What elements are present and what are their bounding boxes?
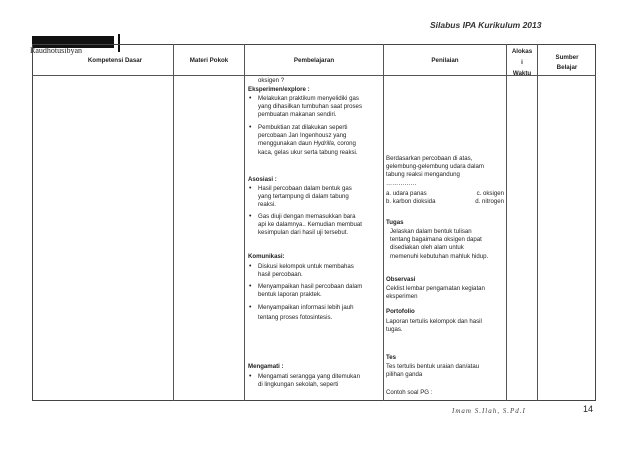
portofolio-heading: Portofolio [386, 308, 415, 315]
asosiasi-heading: Asosiasi : [248, 176, 277, 183]
option-b: b. karbon dioksida [386, 198, 436, 206]
option-c: c. oksigen [476, 190, 504, 197]
eksperimen-heading: Eksperimen/explore : [248, 86, 310, 93]
penilaian-options [386, 190, 504, 206]
tugas-heading: Tugas [386, 219, 404, 226]
komunikasi-heading: Komunikasi: [248, 253, 285, 260]
col-header-sumber-l2: Belajar [556, 64, 578, 71]
observasi-text: Ceklist lembar pengamatan kegiatan eksperimen [386, 285, 485, 301]
komunikasi-item-1: • Diskusi kelompok untuk membahas hasil percobaan. [258, 263, 380, 279]
contoh-soal: Contoh soal PG : [386, 389, 433, 396]
stamp-text: Raudhotusibyan [30, 46, 82, 55]
col-header-kompetensi: Kompetensi Dasar [87, 57, 143, 64]
signature: Imam S.Ilah, S.Pd.I [452, 407, 526, 415]
col-header-alokasi [507, 48, 537, 78]
asosiasi-item-1: • Hasil percobaan dalam bentuk gas yang tertampung di dalam tabung reaksi. [258, 185, 380, 210]
tes-heading: Tes [386, 354, 397, 361]
col-divider-5 [537, 44, 538, 401]
col-divider-2 [244, 44, 245, 401]
komunikasi-item-2: • Menyampaikan hasil percobaan dalam bentuk laporan praktek. [258, 283, 380, 299]
col-divider-1 [173, 44, 174, 401]
option-a: a. udara panas [386, 190, 427, 197]
mengamati-item-1: • Mengamati serangga yang ditemukan di lingkungan sekolah, seperti [258, 373, 380, 389]
col-header-alokasi-l3: Waktu [512, 70, 532, 77]
col-header-alokasi-l2: i [521, 59, 523, 66]
col-header-penilaian: Penilaian [431, 57, 459, 64]
observasi-heading: Observasi [386, 276, 416, 283]
asosiasi-item-2: • Gas diuji dengan memasukkan bara api ke dalamnya.. Kemudian membuat kesimpulan dari hasil uji tersebut. [258, 213, 380, 238]
tes-text: Tes tertulis bentuk uraian dan/atau pilihan ganda [386, 363, 480, 379]
tugas-text: Jelaskan dalam bentuk tulisan tentang bagaimana oksigen dapat disediakan oleh alam untuk memenuhi kebutuhan mahluk hidup. [390, 228, 489, 260]
col-header-alokasi-l1: Alokas [511, 48, 533, 55]
page-number: 14 [583, 404, 594, 414]
document-title: Silabus IPA Kurikulum 2013 [430, 20, 542, 30]
mengamati-heading: Mengamati : [248, 363, 284, 370]
col-divider-3 [383, 44, 384, 401]
col-header-pembelajaran: Pembelajaran [293, 57, 335, 64]
col-header-sumber [538, 54, 596, 72]
eksperimen-item-1: • Melakukan praktikum menyelidiki gas yang dihasilkan tumbuhan saat proses pembuatan makanan sendiri. [258, 95, 380, 120]
komunikasi-item-3: • Menyampaikan informasi lebih jauh tentang proses fotosintesis. [258, 304, 380, 322]
eksperimen-item-2: • Pembuktian zat dilakukan seperti percobaan Jan Ingenhousz yang menggunakan daun Hydrilla, corong kaca, gelas ukur serta tabung reaksi. [258, 124, 380, 157]
option-d: d. nitrogen [475, 198, 504, 206]
penilaian-question: Berdasarkan percobaan di atas, gelembung-gelembung udara dalam tabung reaksi mengandung …………… [386, 155, 484, 187]
portofolio-text: Laporan tertulis kelompok dan hasil tugas. [386, 318, 482, 334]
col-divider-4 [506, 44, 507, 401]
col-header-sumber-l1: Sumber [555, 54, 579, 61]
pembelajaran-continuation: oksigen ? [258, 77, 285, 84]
col-header-materi: Materi Pokok [189, 57, 229, 64]
